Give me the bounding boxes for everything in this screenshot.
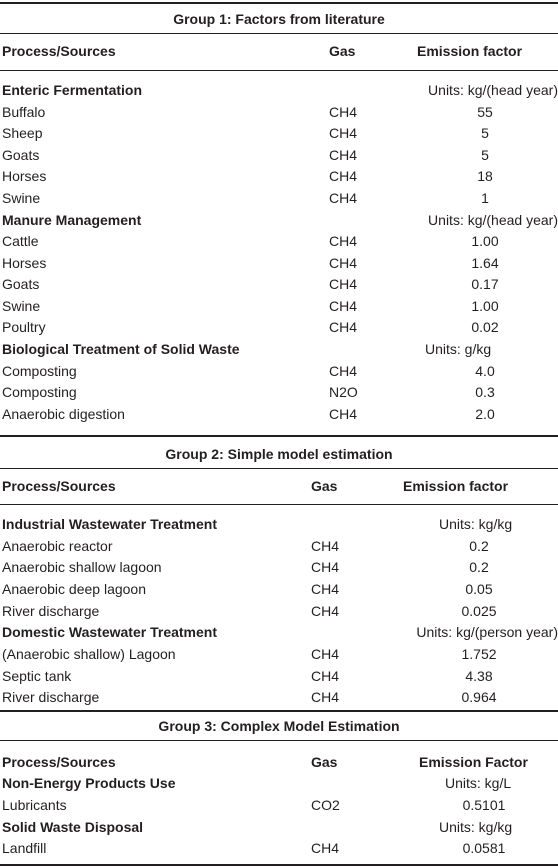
divider-rule <box>0 468 558 469</box>
group-separator-rule <box>0 710 558 712</box>
gas-cell: CH4 <box>329 147 358 163</box>
factor-cell: 5 <box>481 147 489 163</box>
process-cell: Anaerobic digestion <box>2 406 125 422</box>
gas-cell: CH4 <box>329 276 358 292</box>
process-cell: Anaerobic deep lagoon <box>2 581 147 597</box>
column-header-factor: Emission factor <box>417 43 523 59</box>
column-header-gas: Gas <box>311 478 338 494</box>
gas-cell: CH4 <box>311 603 340 619</box>
gas-cell: CH4 <box>311 581 340 597</box>
factor-cell: 0.3 <box>475 384 495 400</box>
group-title: Group 2: Simple model estimation <box>165 446 393 462</box>
factor-cell: 2.0 <box>475 406 495 422</box>
process-cell: Swine <box>2 190 41 206</box>
factor-cell: 0.025 <box>461 603 497 619</box>
column-header-process: Process/Sources <box>2 478 116 494</box>
gas-cell: CH4 <box>329 406 358 422</box>
process-cell: Anaerobic shallow lagoon <box>2 559 162 575</box>
group-separator-rule <box>0 435 558 437</box>
section-units: Units: kg/kg <box>439 819 513 835</box>
gas-cell: N2O <box>329 384 358 400</box>
gas-cell: CH4 <box>311 668 340 684</box>
process-cell: River discharge <box>2 689 100 705</box>
process-cell: Lubricants <box>2 797 67 813</box>
process-cell: Landfill <box>2 840 47 856</box>
section-label: Biological Treatment of Solid Waste <box>2 341 240 357</box>
process-cell: Horses <box>2 255 47 271</box>
gas-cell: CO2 <box>311 797 340 813</box>
bottom-rule <box>0 864 558 866</box>
group-title: Group 1: Factors from literature <box>173 11 385 27</box>
column-header-factor: Emission Factor <box>419 754 528 770</box>
top-rule <box>0 2 558 4</box>
process-cell: Composting <box>2 363 77 379</box>
factor-cell: 1.00 <box>471 298 499 314</box>
process-cell: Buffalo <box>2 104 46 120</box>
gas-cell: CH4 <box>329 319 358 335</box>
section-label: Manure Management <box>2 212 142 228</box>
gas-cell: CH4 <box>329 298 358 314</box>
gas-cell: CH4 <box>329 255 358 271</box>
process-cell: Septic tank <box>2 668 72 684</box>
factor-cell: 1.00 <box>471 233 499 249</box>
section-label: Enteric Fermentation <box>2 82 143 98</box>
process-cell: (Anaerobic shallow) Lagoon <box>2 646 176 662</box>
factor-cell: 0.05 <box>465 581 493 597</box>
gas-cell: CH4 <box>311 840 340 856</box>
column-header-process: Process/Sources <box>2 43 116 59</box>
section-units: Units: kg/(head year) <box>428 212 558 228</box>
section-units: Units: kg/(person year) <box>416 624 558 640</box>
column-header-process: Process/Sources <box>2 754 116 770</box>
column-header-gas: Gas <box>311 754 338 770</box>
section-units: Units: kg/L <box>445 775 512 791</box>
process-cell: Composting <box>2 384 77 400</box>
gas-cell: CH4 <box>311 559 340 575</box>
gas-cell: CH4 <box>311 646 340 662</box>
gas-cell: CH4 <box>311 538 340 554</box>
gas-cell: CH4 <box>329 363 358 379</box>
section-label: Domestic Wastewater Treatment <box>2 624 217 640</box>
factor-cell: 0.5101 <box>462 797 506 813</box>
process-cell: River discharge <box>2 603 100 619</box>
section-units: Units: kg/kg <box>439 516 513 532</box>
gas-cell: CH4 <box>329 168 358 184</box>
process-cell: Horses <box>2 168 47 184</box>
process-cell: Goats <box>2 276 40 292</box>
section-label: Industrial Wastewater Treatment <box>2 516 217 532</box>
process-cell: Cattle <box>2 233 39 249</box>
factor-cell: 0.17 <box>471 276 499 292</box>
column-header-gas: Gas <box>329 43 356 59</box>
divider-rule <box>0 740 558 741</box>
factor-cell: 0.02 <box>471 319 499 335</box>
section-label: Solid Waste Disposal <box>2 819 144 835</box>
divider-rule <box>0 33 558 34</box>
factor-cell: 1.64 <box>471 255 499 271</box>
gas-cell: CH4 <box>329 233 358 249</box>
process-cell: Goats <box>2 147 40 163</box>
gas-cell: CH4 <box>311 689 340 705</box>
column-header-factor: Emission factor <box>403 478 509 494</box>
gas-cell: CH4 <box>329 104 358 120</box>
process-cell: Anaerobic reactor <box>2 538 113 554</box>
factor-cell: 0.2 <box>469 538 489 554</box>
factor-cell: 0.0581 <box>462 840 506 856</box>
process-cell: Swine <box>2 298 41 314</box>
section-units: Units: kg/(head year) <box>428 82 558 98</box>
factor-cell: 0.964 <box>461 689 497 705</box>
divider-rule <box>0 504 558 505</box>
process-cell: Poultry <box>2 319 46 335</box>
factor-cell: 18 <box>477 168 493 184</box>
factor-cell: 0.2 <box>469 559 489 575</box>
gas-cell: CH4 <box>329 190 358 206</box>
section-units: Units: g/kg <box>425 341 492 357</box>
factor-cell: 1.752 <box>461 646 497 662</box>
factor-cell: 4.38 <box>465 668 493 684</box>
process-cell: Sheep <box>2 125 43 141</box>
gas-cell: CH4 <box>329 125 358 141</box>
factor-cell: 4.0 <box>475 363 495 379</box>
factor-cell: 1 <box>481 190 489 206</box>
group-title: Group 3: Complex Model Estimation <box>158 718 400 734</box>
factor-cell: 55 <box>477 104 493 120</box>
factor-cell: 5 <box>481 125 489 141</box>
section-label: Non-Energy Products Use <box>2 775 176 791</box>
divider-rule <box>0 70 558 71</box>
